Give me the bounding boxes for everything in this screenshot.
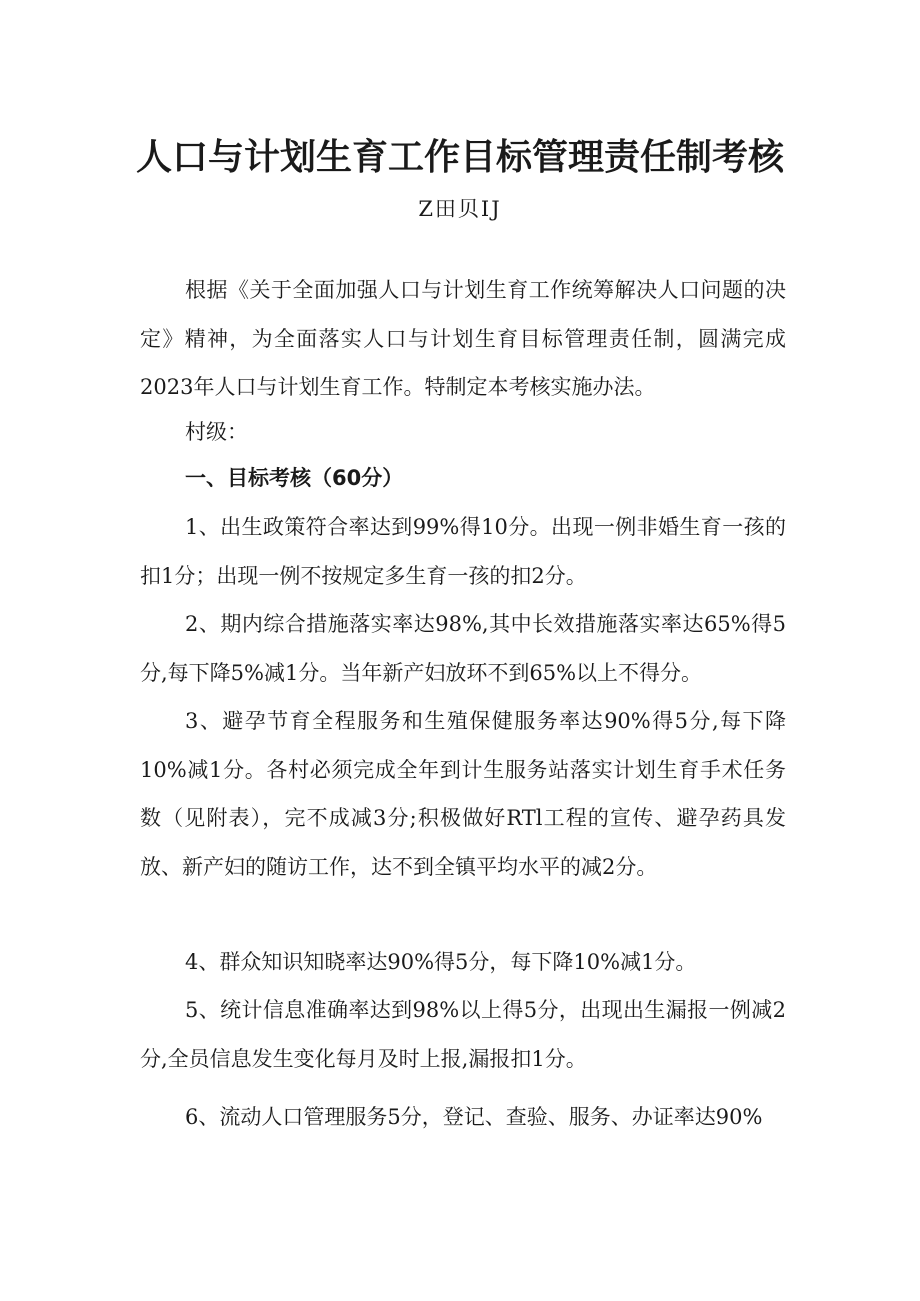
level-label: 村级： [185,420,248,444]
list-item: 6、流动人口管理服务5分，登记、查验、服务、办证率达90% [185,1105,763,1129]
list-item: 1、出生政策符合率达到99%得10分。出现一例非婚生育一孩的扣1分；出现一例不按规定多生育一孩的扣2分。 [140,515,786,588]
intro-paragraph: 根据《关于全面加强人口与计划生育工作统筹解决人口问题的决定》精神，为全面落实人口与计划生育目标管理责任制，圆满完成2023年人口与计划生育工作。特制定本考核实施办法。 [140,278,786,399]
document-subtitle: Z田贝IJ [418,197,502,221]
list-item: 5、统计信息准确率达到98%以上得5分，出现出生漏报一例减2分,全员信息发生变化每月及时上报,漏报扣1分。 [140,998,786,1071]
document-title: 人口与计划生育工作目标管理责任制考核 [135,137,784,178]
list-item: 2、期内综合措施落实率达98%,其中长效措施落实率达65%得5分,每下降5%减1分。当年新产妇放环不到65%以上不得分。 [140,612,786,685]
list-item: 3、避孕节育全程服务和生殖保健服务率达90%得5分,每下降10%减1分。各村必须完成全年到计生服务站落实计划生育手术任务数（见附表），完不成减3分;积极做好RTl工程的宣传、避孕药具发放、新产妇的随访工作，达不到全镇平均水平的减2分。 [140,709,786,879]
list-item: 4、群众知识知晓率达90%得5分，每下降10%减1分。 [185,950,697,974]
section-heading-target-assessment: 一、目标考核（60分） [185,466,404,490]
